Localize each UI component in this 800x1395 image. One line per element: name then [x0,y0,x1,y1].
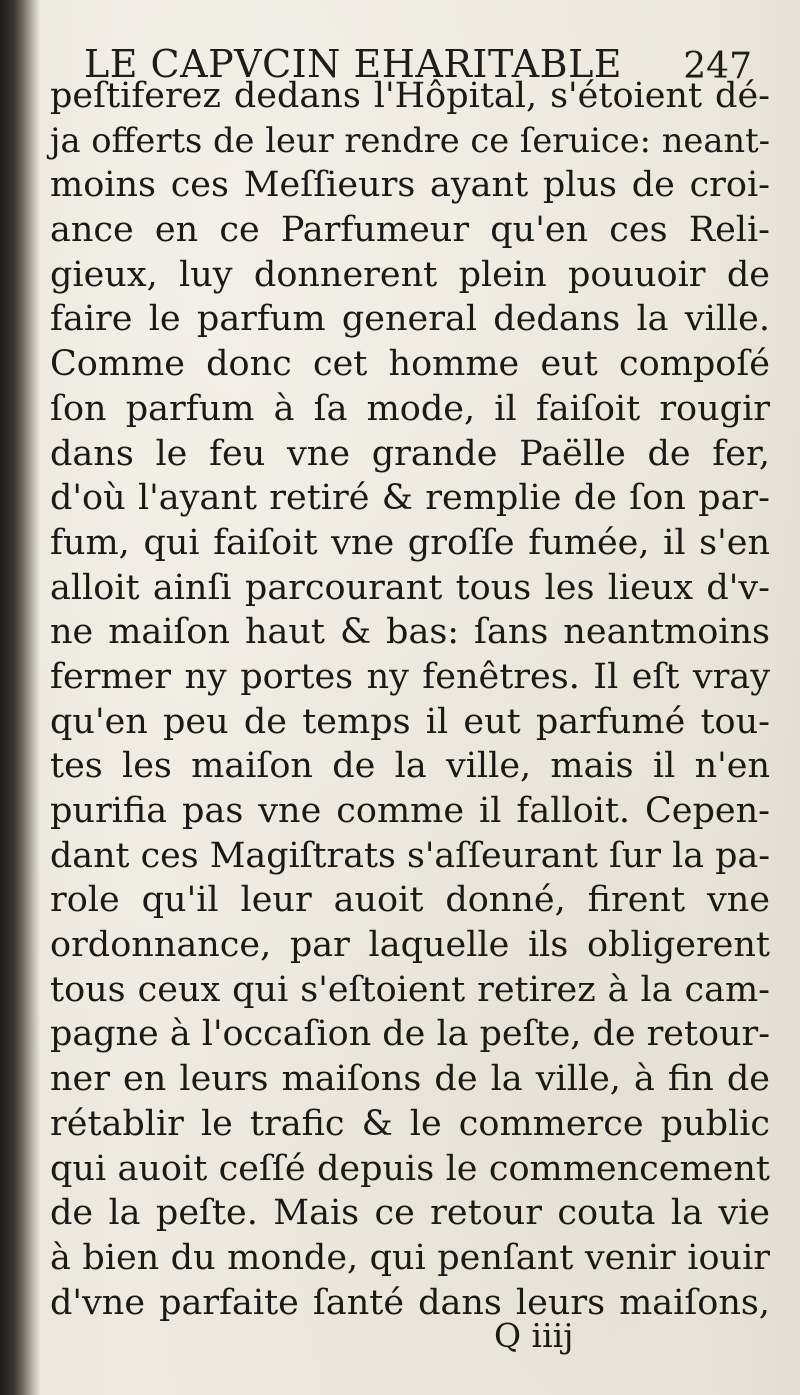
running-title: LE CAPVCIN EHARITABLE [84,42,623,86]
text-line: dans le feu vne grande Paëlle de fer, [50,433,770,474]
text-line: purifia pas vne comme il falloit. Cepen- [50,791,770,831]
text-line: dant ces Magiſtrats s'aſſeurant ſur la pa- [50,835,770,876]
text-line: faire le parfum general dedans la ville. [50,299,770,340]
text-line: qu'en peu de temps il eut parfumé tou- [50,701,770,742]
text-line: moins ces Meſſieurs ayant plus de croi- [50,165,770,206]
binding-gutter [0,0,40,1395]
text-line: role qu'il leur auoit donné, firent vne [50,880,770,921]
text-line: ordonnance, par laquelle ils obligerent [50,925,770,966]
text-line: Comme donc cet homme eut compoſé [50,344,770,385]
text-line: gieux, luy donnerent plein pouuoir de [50,254,770,295]
text-line: ja offerts de leur rendre ce ſeruice: neant- [50,120,770,160]
text-line: d'vne parfaite ſanté dans leurs maiſons, [50,1282,770,1323]
text-line: rétablir le trafic & le commerce public [50,1103,770,1144]
text-line: pagne à l'occaſion de la peſte, de retour- [50,1014,771,1055]
text-line: ance en ce Parfumeur qu'en ces Reli- [50,210,770,251]
text-line: d'où l'ayant retiré & remplie de ſon par- [50,478,770,519]
text-line: tes les maiſon de la ville, mais il n'en [50,746,770,787]
text-line: ne maiſon haut & bas: ſans neantmoins [50,612,770,653]
signature-mark: Q iiij [494,1316,574,1355]
text-line: qui auoit ceſſé depuis le commencement [50,1148,770,1189]
text-line: fum, qui faiſoit vne groſſe fumée, il s'en [50,522,770,563]
text-line: ſon parfum à ſa mode, il faiſoit rougir [50,388,770,429]
text-line: fermer ny portes ny fenêtres. Il eſt vray [50,656,770,697]
text-line: de la peſte. Mais ce retour couta la vie [50,1193,770,1234]
text-line: tous ceux qui s'eſtoient retirez à la cam- [50,969,770,1010]
page-number: 247 [683,46,752,87]
text-line: peſtiferez dedans l'Hôpital, s'étoient dé- [50,76,770,116]
text-line: à bien du monde, qui penſant venir iouir [50,1237,770,1278]
text-line: alloit ainſi parcourant tous les lieux d'v- [50,567,770,608]
text-line: ner en leurs maiſons de la ville, à fin de [50,1059,770,1100]
body-text [50,74,770,1325]
